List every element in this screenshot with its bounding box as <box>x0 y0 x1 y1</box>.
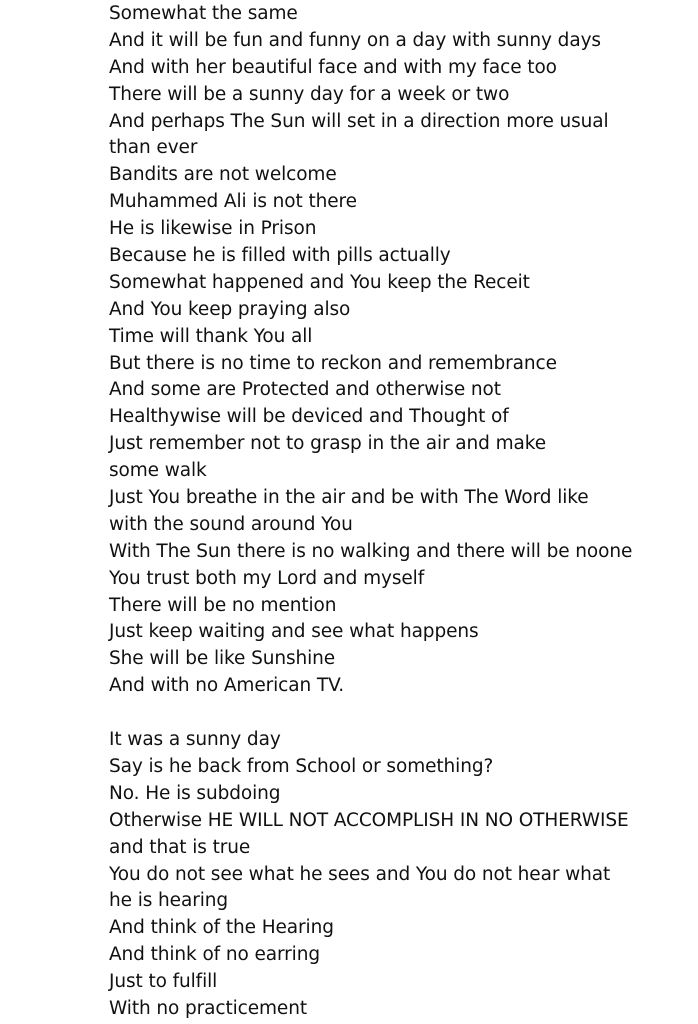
poem-line: And You keep praying also <box>109 298 351 320</box>
poem-line: And with her beautiful face and with my face too <box>109 56 557 78</box>
poem-line: Somewhat happened and You keep the Receit <box>109 271 530 293</box>
poem-line: Because he is filled with pills actually <box>109 245 451 267</box>
poem-line: With no practicement <box>109 997 307 1019</box>
poem-line: Just You breathe in the air and be with The Word like <box>109 487 589 509</box>
poem-line: Say is he back from School or something? <box>109 755 494 777</box>
poem-line: There will be no mention <box>109 594 337 616</box>
poem-line: You do not see what he sees and You do not hear what <box>109 863 611 885</box>
poem-line: There will be a sunny day for a week or two <box>109 83 510 105</box>
poem-line: And think of the Hearing <box>109 917 334 939</box>
poem-line: and that is true <box>109 836 251 858</box>
poem-line: And perhaps The Sun will set in a direction more usual <box>109 110 609 132</box>
poem-line: some walk <box>109 460 207 482</box>
poem-line: But there is no time to reckon and remembrance <box>109 352 557 374</box>
poem-line: Muhammed Ali is not there <box>109 191 357 213</box>
poem-line: And think of no earring <box>109 944 320 966</box>
poem-line: He is likewise in Prison <box>109 218 317 240</box>
poem-line: She will be like Sunshine <box>109 648 336 670</box>
stanza-2 <box>109 727 689 1023</box>
poem-line: with the sound around You <box>109 513 353 535</box>
poem-line: And it will be fun and funny on a day with sunny days <box>109 29 601 51</box>
poem-line: And some are Protected and otherwise not <box>109 379 501 401</box>
poem-line: Just to fulfill <box>109 971 218 993</box>
poem-line: Somewhat the same <box>109 3 298 24</box>
poem-line: Bandits are not welcome <box>109 164 337 186</box>
poem-line: Time will thank You all <box>109 325 313 347</box>
poem-line: than ever <box>109 137 198 159</box>
stanza-1 <box>109 1 689 700</box>
poem-line: You trust both my Lord and myself <box>109 567 425 589</box>
poem-line: And with no American TV. <box>109 675 345 697</box>
poem-line: It was a sunny day <box>109 729 281 751</box>
poem-line: With The Sun there is no walking and there will be noone <box>109 540 633 562</box>
poem-line: Just keep waiting and see what happens <box>109 621 479 643</box>
poem-line: Just remember not to grasp in the air and make <box>109 433 546 455</box>
stanza-break <box>109 700 689 727</box>
poem-line: No. He is subdoing <box>109 782 281 804</box>
poem-line: Otherwise HE WILL NOT ACCOMPLISH IN NO OTHERWISE <box>109 809 629 831</box>
poem-line: Healthywise will be deviced and Thought of <box>109 406 509 428</box>
poem-line: he is hearing <box>109 890 229 912</box>
poem-text <box>109 1 689 1023</box>
